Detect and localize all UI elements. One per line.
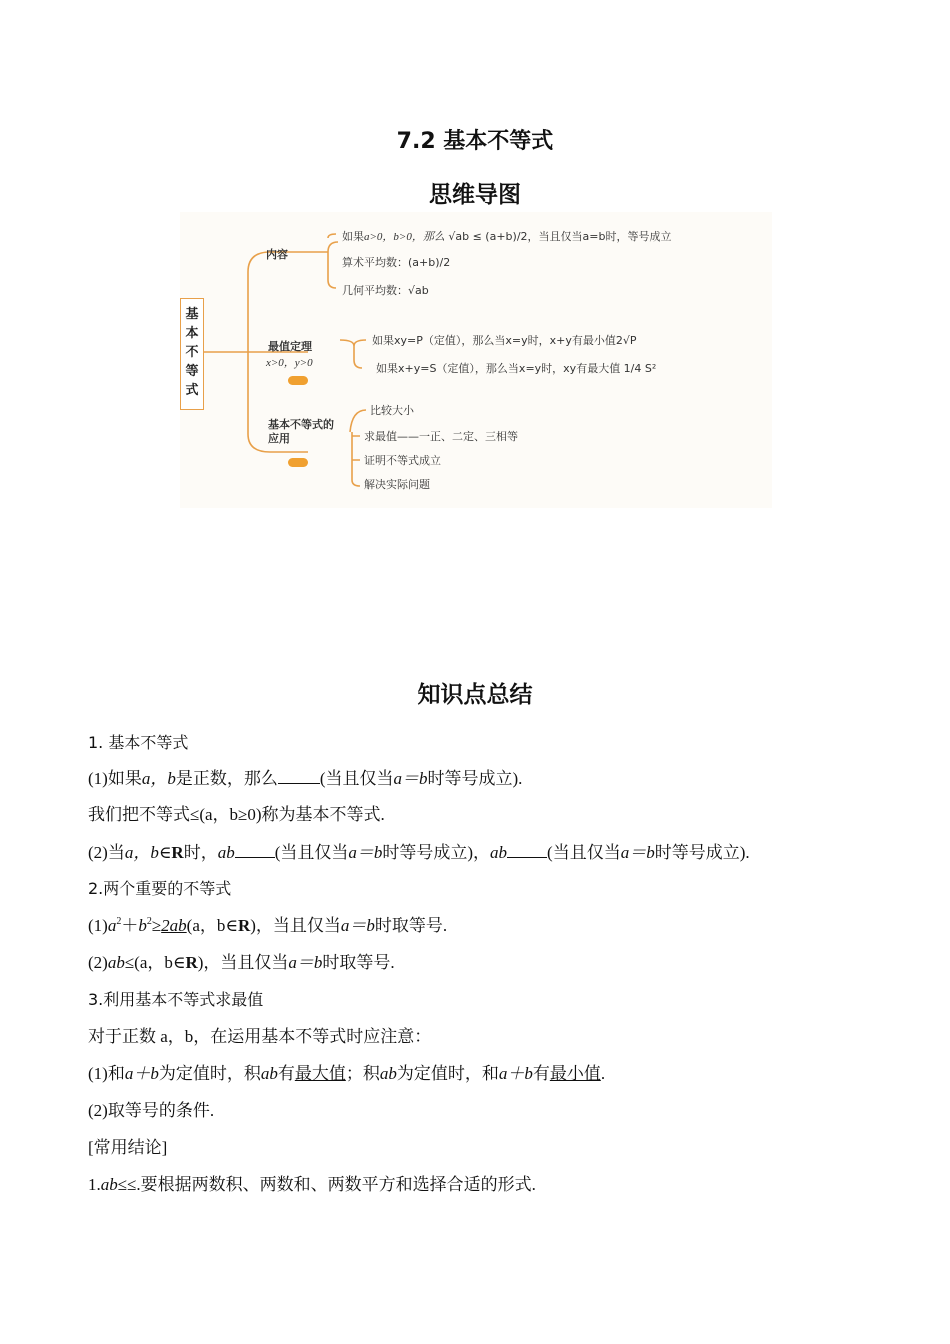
- s3-line-2: (1)和a＋b为定值时，积ab有最大值；积ab为定值时，和a＋b有最小值.: [88, 1064, 606, 1083]
- section-2-heading: 2.两个重要的不等式: [88, 879, 232, 898]
- mindmap-heading: 思维导图: [429, 182, 521, 208]
- branch-apply-label: 基本不等式的应用: [268, 418, 334, 445]
- apply-leaf-3: 证明不等式成立: [364, 454, 441, 467]
- s3-line-1: 对于正数 a，b，在运用基本不等式时应注意：: [88, 1027, 432, 1046]
- key-badge: [288, 458, 308, 467]
- branch-extreme-label: 最值定理: [268, 340, 312, 353]
- summary-heading: 知识点总结: [417, 682, 533, 708]
- s1-line-3: (2)当a，b∈R时，ab (当且仅当a＝b时等号成立)，ab (当且仅当a＝b时等号成立).: [88, 843, 750, 862]
- branch-extreme-sub: x>0，y>0: [266, 357, 313, 369]
- page-title: 7.2 基本不等式: [396, 129, 554, 154]
- content-leaf-3: 几何平均数：√ab: [342, 284, 429, 297]
- apply-leaf-4: 解决实际问题: [364, 478, 430, 491]
- mindmap-root-label: 基本不等式: [185, 307, 199, 398]
- content-leaf-2: 算术平均数：(a+b)/2: [342, 256, 451, 269]
- s1-line-2: 我们把不等式≤(a，b≥0)称为基本不等式.: [88, 805, 385, 824]
- branch-content-label: 内容: [266, 248, 288, 261]
- apply-leaf-1: 比较大小: [370, 404, 414, 417]
- s1-line-1: (1)如果a，b是正数，那么 (当且仅当a＝b时等号成立).: [88, 769, 523, 788]
- apply-leaf-2: 求最值——一正、二定、三相等: [364, 430, 518, 443]
- answer-blank[interactable]: [278, 767, 320, 784]
- answer-blank[interactable]: [235, 841, 275, 858]
- mindmap-diagram: [180, 212, 772, 508]
- mindmap-root: [180, 298, 204, 410]
- s2-line-1: $(1)a^2+b^2\ge 2ab(a$，b∈R)，当且仅当a＝b时取等号.: [88, 916, 448, 935]
- answer-blank[interactable]: [507, 841, 547, 858]
- section-1-heading: 1. 基本不等式: [88, 733, 189, 752]
- common-heading: [常用结论]: [88, 1138, 168, 1157]
- key-badge: [288, 376, 308, 385]
- s3-line-3: (2)取等号的条件.: [88, 1101, 215, 1120]
- extreme-leaf-1: 如果xy=P（定值），那么当x=y时，x+y有最小值2√P: [372, 334, 637, 347]
- extreme-leaf-2: 如果x+y=S（定值），那么当x=y时，xy有最大值 1/4 S²: [376, 362, 657, 375]
- s2-line-2: (2)ab≤(a，b∈R)，当且仅当a＝b时取等号.: [88, 953, 395, 972]
- content-leaf-1: 如果a>0，b>0，那么 √ab ≤ (a+b)/2，当且仅当a=b时，等号成立: [342, 230, 672, 243]
- common-line-1: 1.ab≤≤.要根据两数积、两数和、两数平方和选择合适的形式.: [88, 1175, 536, 1194]
- section-3-heading: 3.利用基本不等式求最值: [88, 990, 264, 1009]
